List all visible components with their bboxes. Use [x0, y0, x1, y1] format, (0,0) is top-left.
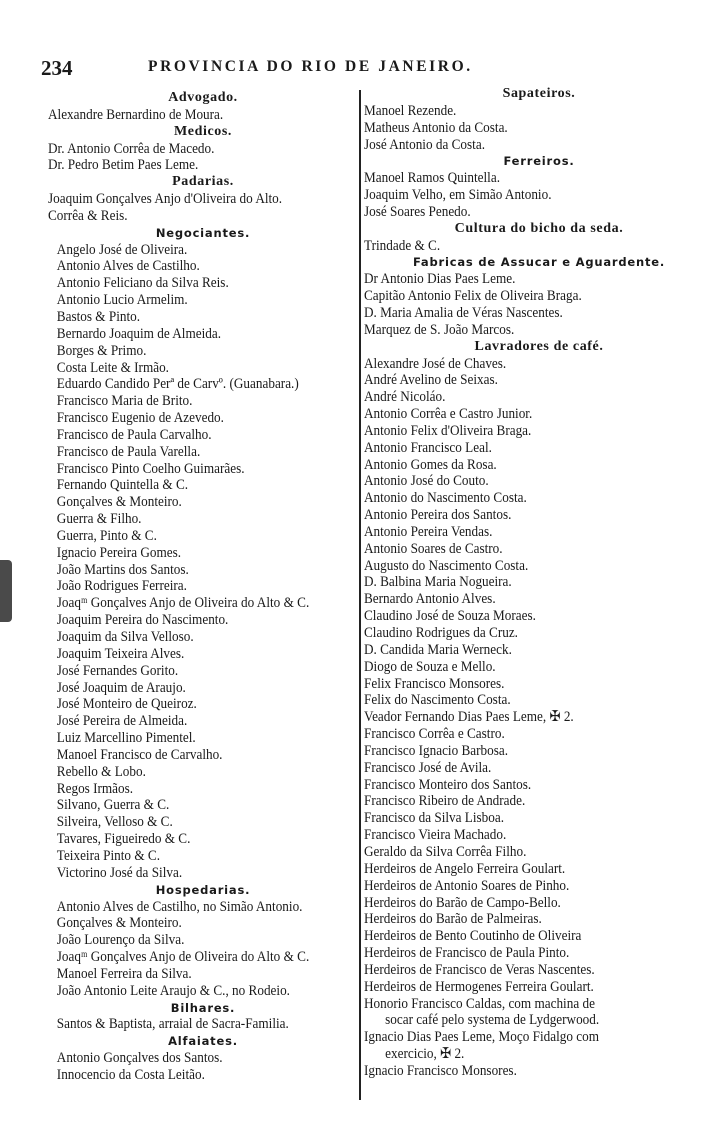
column-divider: [359, 90, 361, 1100]
list-item: Francisco Maria de Brito.: [56, 393, 193, 410]
list-item: Francisco Pinto Coelho Guimarães.: [56, 460, 245, 477]
list-item: Silvano, Guerra & C.: [56, 797, 170, 814]
list-item: Rebello & Lobo.: [56, 763, 146, 780]
list-item: Herdeiros do Barão de Palmeiras.: [364, 911, 542, 928]
list-item: Francisco Ribeiro de Andrade.: [364, 793, 526, 810]
page-number: 234: [41, 56, 73, 80]
list-item: Dr. Antonio Corrêa de Macedo.: [48, 140, 215, 157]
list-item: Guerra, Pinto & C.: [56, 527, 157, 544]
list-item: Manoel Ferreira da Silva.: [56, 965, 192, 982]
list-item: Angelo José de Oliveira.: [56, 241, 188, 258]
list-item: Antonio Alves de Castilho, no Simão Antonio.: [56, 898, 303, 915]
list-item: Francisco Corrêa e Castro.: [364, 726, 505, 743]
list-item: José Fernandes Gorito.: [56, 662, 179, 679]
list-item: Herdeiros de Francisco de Paula Pinto.: [364, 945, 570, 962]
list-item: Herdeiros de Antonio Soares de Pinho.: [364, 877, 570, 894]
list-item: Francisco Eugenio de Azevedo.: [56, 410, 224, 427]
section-heading: Alfaiates.: [168, 1034, 238, 1049]
list-item: José Soares Penedo.: [364, 203, 471, 220]
list-item: D. Maria Amalia de Véras Nascentes.: [364, 304, 563, 321]
list-item: Gonçalves & Monteiro.: [56, 494, 182, 511]
list-item: Ignacio Francisco Monsores.: [364, 1062, 517, 1079]
list-item: Bernardo Antonio Alves.: [364, 591, 496, 608]
list-item: Trindade & C.: [364, 237, 441, 254]
list-item: Joaqᵐ Gonçalves Anjo de Oliveira do Alto & C.: [56, 949, 310, 966]
list-item: Bastos & Pinto.: [56, 308, 141, 325]
list-item: Santos & Baptista, arraial de Sacra-Familia.: [56, 1016, 289, 1033]
list-item: André Nicoláo.: [364, 389, 446, 406]
section-heading: Fabricas de Assucar e Aguardente.: [412, 255, 666, 270]
list-item: João Rodrigues Ferreira.: [56, 578, 187, 595]
binding-shadow: [0, 560, 12, 622]
list-item: Francisco José de Avila.: [364, 759, 492, 776]
list-item: Antonio Gonçalves dos Santos.: [56, 1050, 223, 1067]
list-item: José Antonio da Costa.: [364, 136, 485, 153]
list-item: Fernando Quintella & C.: [56, 477, 189, 494]
section-heading: Lavradores de café.: [474, 338, 604, 354]
list-item: Marquez de S. João Marcos.: [364, 321, 515, 338]
list-item: Francisco Monteiro dos Santos.: [364, 776, 532, 793]
list-item: Antonio José do Couto.: [364, 473, 489, 490]
list-item: Dr. Pedro Betim Paes Leme.: [48, 157, 199, 174]
list-item: Dr Antonio Dias Paes Leme.: [364, 271, 516, 288]
list-item: Teixeira Pinto & C.: [56, 847, 161, 864]
list-item: Francisco da Silva Lisboa.: [364, 810, 505, 827]
list-item: Regos Irmãos.: [56, 780, 134, 797]
list-item: Antonio Lucio Armelim.: [56, 292, 188, 309]
left-column: [48, 90, 358, 1084]
list-item: Antonio do Nascimento Costa.: [364, 490, 527, 507]
list-item: Herdeiros de Bento Coutinho de Oliveira: [364, 928, 582, 945]
list-item: Honorio Francisco Caldas, com machina de: [364, 995, 595, 1012]
section-heading: Sapateiros.: [502, 86, 576, 101]
section-heading: Medicos.: [173, 123, 233, 139]
section-heading: Advogado.: [168, 90, 238, 105]
list-item: Antonio Felix d'Oliveira Braga.: [364, 422, 532, 439]
list-item: Victorino José da Silva.: [56, 864, 183, 881]
list-item: Augusto do Nascimento Costa.: [364, 557, 529, 574]
list-item: Tavares, Figueiredo & C.: [56, 831, 191, 848]
right-column: [364, 86, 714, 1080]
list-item: Antonio Corrêa e Castro Junior.: [364, 406, 533, 423]
list-item: Ignacio Dias Paes Leme, Moço Fidalgo com: [364, 1029, 599, 1046]
list-item: Matheus Antonio da Costa.: [364, 119, 508, 136]
list-item: Corrêa & Reis.: [48, 207, 128, 224]
list-item: Joaquim Gonçalves Anjo d'Oliveira do Alto.: [48, 191, 283, 208]
list-item: Ignacio Pereira Gomes.: [56, 544, 182, 561]
list-item: André Avelino de Seixas.: [364, 372, 498, 389]
section-heading: Padarias.: [172, 174, 234, 190]
list-item: Antonio Pereira Vendas.: [364, 523, 493, 540]
list-item: Herdeiros do Barão de Campo-Bello.: [364, 894, 561, 911]
running-title: PROVINCIA DO RIO DE JANEIRO.: [148, 58, 473, 75]
list-item: Alexandre José de Chaves.: [364, 355, 507, 372]
list-item: Antonio Soares de Castro.: [364, 540, 503, 557]
list-item: Joaquim Pereira do Nascimento.: [56, 612, 229, 629]
section-heading: Hospedarias.: [155, 882, 251, 897]
list-item: Joaqᵐ Gonçalves Anjo de Oliveira do Alto & C.: [56, 595, 310, 612]
list-item: Felix do Nascimento Costa.: [364, 692, 511, 709]
list-item: João Antonio Leite Araujo & C., no Rodeio.: [56, 982, 290, 999]
list-item: Bernardo Joaquim de Almeida.: [56, 325, 222, 342]
list-item: Manoel Ramos Quintella.: [364, 170, 501, 187]
list-item: Innocencio da Costa Leitão.: [56, 1066, 205, 1083]
list-item: Antonio Feliciano da Silva Reis.: [56, 275, 229, 292]
list-item: Felix Francisco Monsores.: [364, 675, 505, 692]
list-item: Antonio Francisco Leal.: [364, 439, 492, 456]
list-item: José Pereira de Almeida.: [56, 713, 188, 730]
section-heading: Ferreiros.: [503, 154, 575, 169]
list-item: Francisco Ignacio Barbosa.: [364, 742, 509, 759]
list-item: Antonio Pereira dos Santos.: [364, 507, 512, 524]
list-item: Capitão Antonio Felix de Oliveira Braga.: [364, 288, 582, 305]
list-item: Claudino José de Souza Moraes.: [364, 608, 536, 625]
list-item: Joaquim Teixeira Alves.: [56, 645, 185, 662]
list-item: Francisco de Paula Carvalho.: [56, 426, 212, 443]
list-item: José Monteiro de Queiroz.: [56, 696, 197, 713]
list-item: Silveira, Velloso & C.: [56, 814, 173, 831]
list-item: Diogo de Souza e Mello.: [364, 658, 496, 675]
list-item: Costa Leite & Irmão.: [56, 359, 169, 376]
list-item: Antonio Alves de Castilho.: [56, 258, 200, 275]
list-item: Francisco de Paula Varella.: [56, 443, 201, 460]
section-heading: Cultura do bicho da seda.: [454, 220, 624, 236]
list-item: Guerra & Filho.: [56, 511, 142, 528]
list-item: Manoel Francisco de Carvalho.: [56, 746, 223, 763]
list-item: João Lourenço da Silva.: [56, 932, 185, 949]
list-item: D. Balbina Maria Nogueira.: [364, 574, 512, 591]
list-item: Alexandre Bernardino de Moura.: [48, 106, 224, 123]
list-item: Francisco Vieira Machado.: [364, 827, 507, 844]
list-item: Manoel Rezende.: [364, 102, 457, 119]
list-item: Herdeiros de Hermogenes Ferreira Goulart.: [364, 978, 594, 995]
section-heading: Negociantes.: [155, 225, 251, 240]
section-heading: Bilhares.: [170, 1000, 236, 1015]
list-item: Borges & Primo.: [56, 342, 147, 359]
list-item: João Martins dos Santos.: [56, 561, 189, 578]
list-item: Luiz Marcellino Pimentel.: [56, 730, 196, 747]
list-item: Herdeiros de Francisco de Veras Nascentes.: [364, 961, 595, 978]
list-item: Geraldo da Silva Corrêa Filho.: [364, 843, 527, 860]
list-item: exercicio, ✠ 2.: [385, 1046, 465, 1063]
list-item: Herdeiros de Angelo Ferreira Goulart.: [364, 860, 566, 877]
list-item: D. Candida Maria Werneck.: [364, 641, 512, 658]
list-item: Claudino Rodrigues da Cruz.: [364, 625, 518, 641]
list-item: José Joaquim de Araujo.: [56, 679, 186, 696]
list-item: socar café pelo systema de Lydgerwood.: [385, 1012, 600, 1029]
list-item: Antonio Gomes da Rosa.: [364, 456, 497, 473]
list-item: Joaquim Velho, em Simão Antonio.: [364, 187, 552, 204]
list-item: Eduardo Candido Perª de Carvº. (Guanabara.): [56, 376, 299, 393]
list-item: Joaquim da Silva Velloso.: [56, 629, 194, 645]
list-item: Gonçalves & Monteiro.: [56, 915, 182, 932]
list-item: Veador Fernando Dias Paes Leme, ✠ 2.: [364, 709, 574, 726]
